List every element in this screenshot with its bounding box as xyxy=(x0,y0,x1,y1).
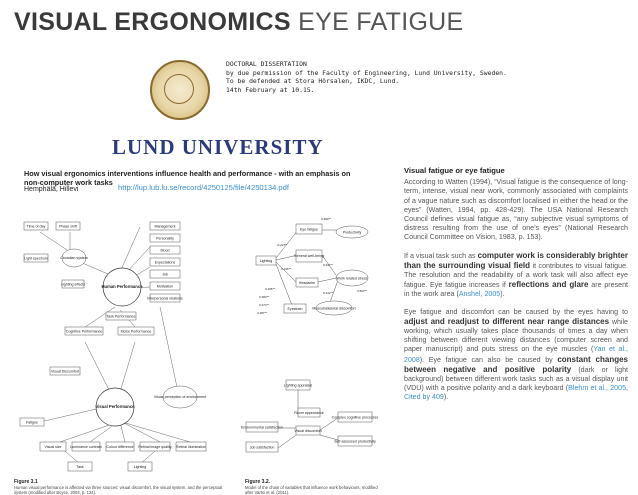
node-human-performance: Human Performance xyxy=(101,284,143,289)
f2-node-eyestrain: Eyestrain xyxy=(287,307,303,311)
figure2-label: Figure 3.2. xyxy=(245,479,271,485)
article-text xyxy=(404,166,628,411)
node-light-spectrum: Light spectrum xyxy=(24,256,48,261)
citation-anshel[interactable]: Anshel, 2005 xyxy=(458,290,501,299)
paragraph-2: If a visual task such as computer work is considerably brighter than the surrounding visual field it contributes to visual fatigue. The resolution and the readability of a work task will also affect eye fatigue. Eye fatigue increases if reflections and glare are present in the work area (Anshel, 2005). xyxy=(404,250,628,299)
node-lighting-effects: Lighting effects xyxy=(60,282,86,287)
f2-node-env-satisfaction: Environmental satisfaction xyxy=(241,425,283,430)
figure1-label: Figure 3.1 xyxy=(14,479,38,485)
citation-blehm[interactable]: Blehm et al., 2005 xyxy=(568,384,627,393)
figure-human-performance-diagram xyxy=(10,192,230,477)
f2-node-eye-fatigue: Eye fatigue xyxy=(300,227,318,232)
paper-author: Hemphälä, Hillevi xyxy=(24,186,79,193)
citation-yan[interactable]: Yan et al., 2008 xyxy=(404,345,628,364)
node-retinal-image-quality: Retinal image quality xyxy=(138,445,172,449)
f2-coef-8: 0.274** xyxy=(259,303,269,307)
article-heading: Visual fatigue or eye fatigue xyxy=(404,166,505,175)
node-motor-performance: Motor Performance xyxy=(120,329,152,334)
f2-coef-9: 0.387** xyxy=(257,311,267,315)
node-time-of-day: Time of day xyxy=(26,224,46,229)
f2-node-job-satisfaction: Job satisfaction xyxy=(249,445,275,450)
f2-node-self-productivity: Self-assessed productivity xyxy=(334,439,376,444)
f2-coef-1: -0.227** xyxy=(276,243,288,247)
node-mood: Mood xyxy=(160,248,170,253)
node-management: Management xyxy=(154,224,176,229)
f2-coef-0: 0.390** xyxy=(321,217,331,221)
university-name: LUND UNIVERSITY xyxy=(112,135,324,159)
node-visual-discomfort: Visual Discomfort xyxy=(51,369,79,374)
node-circadian: Circadian system xyxy=(60,256,88,260)
figure-lighting-model-diagram xyxy=(238,190,378,475)
f2-node-room-appearance: Room appearance xyxy=(294,411,324,415)
f2-coef-2: 0.236** xyxy=(281,267,291,271)
node-visual-size: Visual size xyxy=(44,445,62,449)
f2-node-visual-discomfort: Visual discomfort xyxy=(294,429,322,433)
node-personality: Personality xyxy=(156,236,174,241)
f2-coef-4: 0.295** xyxy=(265,287,275,291)
figure1-caption: Human visual performance is affected via three sources: visual discomfort, the visual system, and the perceptual system (modified after Boyce, 2003, p. 124). xyxy=(14,485,223,495)
title-bold: VISUAL ERGONOMICS xyxy=(14,8,291,36)
node-job: Job xyxy=(162,272,168,277)
f2-node-musculoskeletal: Musculoskeletal discomfort xyxy=(312,306,356,311)
paper-title: How visual ergonomics interventions influence health and performance - with an emphasis on non-computer work tasks xyxy=(24,169,351,187)
f2-node-lighting: Lighting xyxy=(259,259,273,263)
node-task: Task xyxy=(76,465,84,469)
node-interpersonal: Interpersonal relations xyxy=(147,296,183,301)
f2-coef-7: 0.503** xyxy=(357,289,367,293)
node-phase-shift: Phase shift xyxy=(59,224,77,229)
paragraph-3: Eye fatigue and discomfort can be caused by the eyes having to adjust and readjust to different near range distances while working, which usually takes place thousands of times a day when shifting between different viewing distances (computer screen and paper manuscript) and puts stress on the eye muscles (Yan et al., 2008). Eye fatigue can also be caused by constant changes between negative and positive polarity (dark or light background) between different work tasks such as a visual display unit (VDU) with a positive polarity and a dark keyboard (Blehm et al., 2005, Cited by 409). xyxy=(404,307,628,402)
f2-coef-6: 0.383** xyxy=(259,295,269,299)
figure2-caption: Model of the chain of variables that influence work behaviours, modified after Vartsi et al. (2011). xyxy=(245,485,378,495)
slide-title xyxy=(14,8,464,37)
f2-node-productivity: Productivity xyxy=(342,230,362,235)
node-visual-performance: Visual Performance xyxy=(95,404,135,409)
f2-node-headache: Headache xyxy=(298,281,316,285)
node-motivation: Motivation xyxy=(156,284,174,289)
f2-coef-3: 0.347** xyxy=(323,263,333,267)
node-fatigue: Fatigue xyxy=(26,420,38,425)
paragraph-1: According to Watten (1994), “Visual fatigue is the consequence of long-term, intense, visual near work, commonly associated with complaints of a vague nature such as discomfort localised in either the head or the eyes” (Watten, 1994, pp. 428-429). The USA National Research Council defines visual fatigue as, “any subjective visual symptoms of distress resulting from the use of one’s eyes” (National Research Council Committee on Vision, 1983, p. 153). xyxy=(404,178,628,242)
thesis-link[interactable]: http://lup.lub.lu.se/record/4250125/file/4250134.pdf xyxy=(118,183,289,192)
f2-coef-5: 0.442** xyxy=(323,291,333,295)
node-colour-difference: Colour difference xyxy=(106,445,134,449)
node-lighting: Lighting xyxy=(133,465,147,469)
f2-node-wellbeing: General well-being xyxy=(294,254,324,258)
citation-cited-by[interactable]: Cited by 409 xyxy=(404,393,444,402)
f2-node-work-stress: Work related stress xyxy=(336,276,368,281)
node-task-performance: Task Performance xyxy=(106,314,136,319)
f2-node-complex-cognitive: Complex cognitive processes xyxy=(331,415,378,420)
doctoral-dissertation-text: DOCTORAL DISSERTATION by due permission of the Faculty of Engineering, Lund University, Sweden. To be defended at Stora Hörsalen, IKDC, Lund. 14th February at 10.15. xyxy=(226,60,507,94)
node-expectations: Expectations xyxy=(154,260,176,265)
node-luminance-contrast: Luminance contrast xyxy=(70,445,102,449)
node-visual-perception: Visual perception of environment xyxy=(153,395,207,399)
title-light: EYE FATIGUE xyxy=(298,8,464,36)
node-retinal-illumination: Retinal illumination xyxy=(175,445,207,449)
university-seal-icon xyxy=(150,60,210,120)
node-cognitive-performance: Cognitive Performance xyxy=(65,329,103,334)
f2-node-lighting-appraisal: Lighting appraisal xyxy=(283,383,313,388)
